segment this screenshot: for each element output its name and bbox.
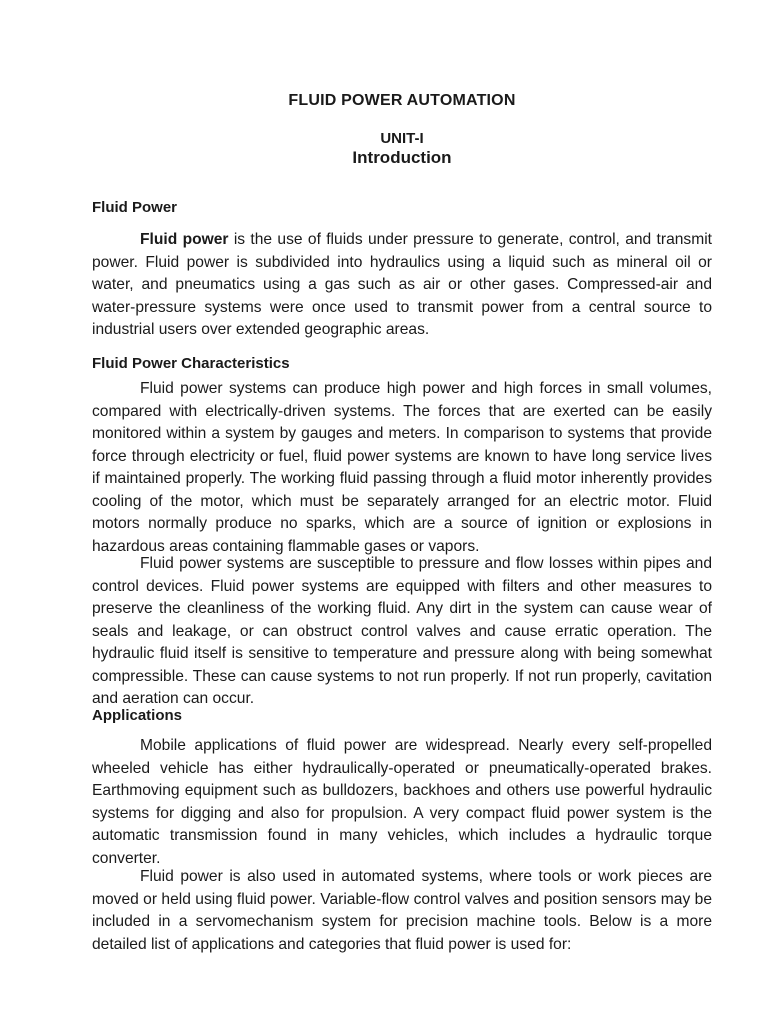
paragraph-characteristics-2: Fluid power systems are susceptible to pressure and flow losses within pipes and control devices. Fluid power systems are equipped with filters and other measures to preserve the cleanliness of the working fluid. Any dirt in the system can cause wear of seals and leakage, or can obstruct control valves and cause erratic operation. The hydraulic fluid itself is sensitive to temperature and pressure along with being somewhat compressible. These can cause systems to not run properly. If not run properly, cavitation and aeration can occur. [92, 555, 712, 707]
paragraph-applications-1: Mobile applications of fluid power are widespread. Nearly every self-propelled wheeled vehicle has either hydraulically-operated or pneumatically-operated brakes. Earthmoving equipment such as bulldozers, backhoes and others use powerful hydraulic systems for digging and also for propulsion. A very compact fluid power system is the automatic transmission found in many vehicles, which includes a hydraulic torque converter. [92, 737, 712, 867]
paragraph-fluid-power-definition [92, 229, 712, 342]
chapter-heading: Introduction [352, 148, 452, 167]
section-heading-fluid-power: Fluid Power [92, 199, 178, 216]
term-fluid-power: Fluid power [140, 231, 229, 248]
document-title: FLUID POWER AUTOMATION [288, 92, 516, 109]
unit-label: UNIT-I [380, 130, 424, 147]
paragraph-text: is the use of fluids under pressure to generate, control, and transmit power. Fluid power is subdivided into hydraulics using a liquid such as mineral oil or water, and pneumatics using a gas such as air or other gases. Compressed-air and water-pressure systems were once used to transmit power from a central source to industrial users over extended geographic areas. [92, 231, 712, 338]
paragraph-characteristics-1: Fluid power systems can produce high power and high forces in small volumes, compared with electrically-driven systems. The forces that are exerted can be easily monitored within a system by gauges and meters. In comparison to systems that provide force through electricity or fuel, fluid power systems are known to have long service lives if maintained properly. The working fluid passing through a fluid motor inherently provides cooling of the motor, which must be separately arranged for an electric motor. Fluid motors normally produce no sparks, which are a source of ignition or explosions in hazardous areas containing flammable gases or vapors. [92, 380, 712, 555]
section-heading-characteristics: Fluid Power Characteristics [92, 355, 290, 372]
paragraph-applications-2: Fluid power is also used in automated systems, where tools or work pieces are moved or held using fluid power. Variable-flow control valves and position sensors may be included in a servomechanism system for precision machine tools. Below is a more detailed list of applications and categories that fluid power is used for: [92, 868, 712, 953]
section-heading-applications: Applications [92, 707, 183, 724]
